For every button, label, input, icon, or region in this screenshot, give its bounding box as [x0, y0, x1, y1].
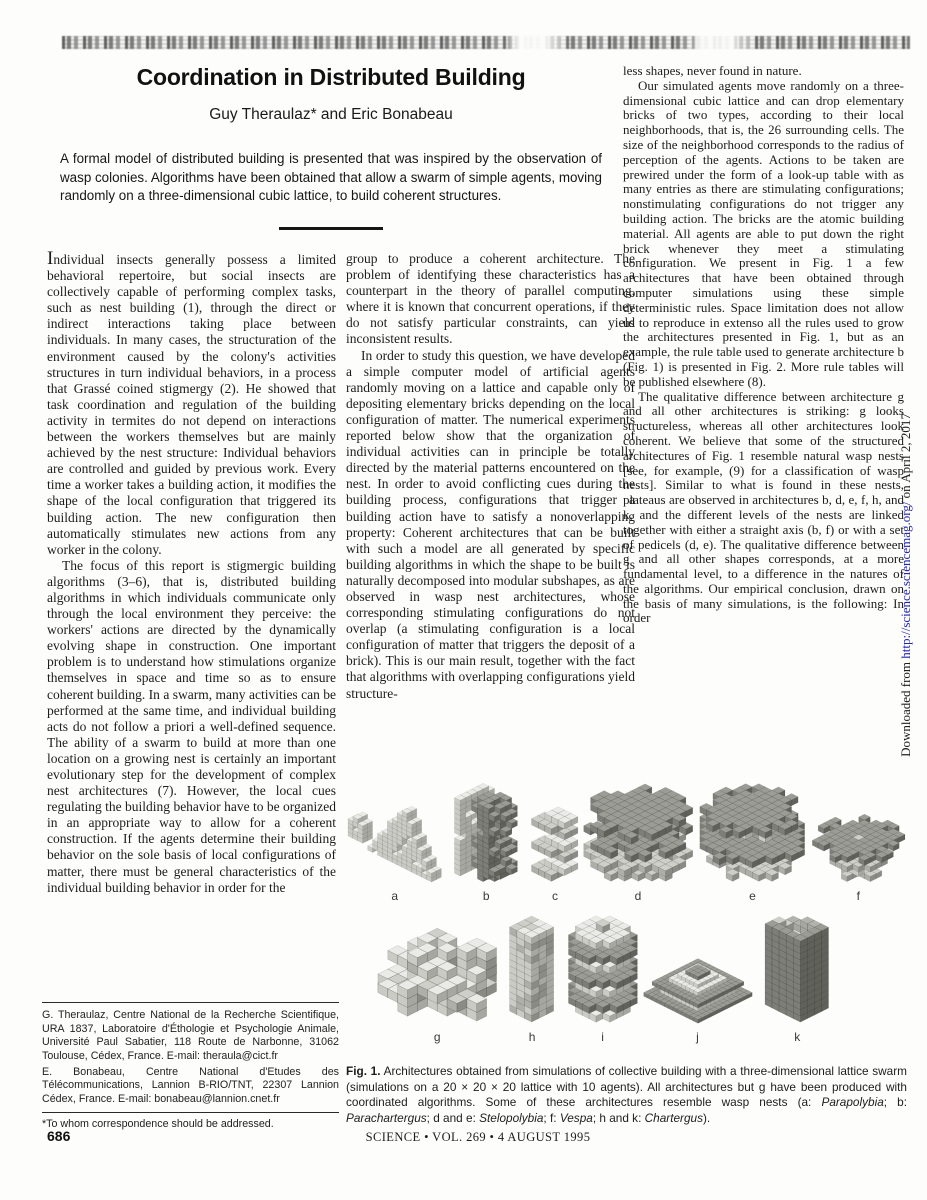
- text-column-1: [47, 248, 336, 896]
- figure-1-caption: Fig. 1. Architectures obtained from simulations of collective building with a three-dimensional lattice swarm (simulations on a 20 × 20 × 20 lattice with 10 agents). All architectures but g have been produced with coordinated algorithms. Some of these architectures resemble wasp nests (a: Parapolybia; b: Parachartergus; d and e: Stelopolybia; f: Vespa; h and k: Chartergus).: [346, 1064, 907, 1125]
- fig1-architecture-c: [529, 781, 581, 903]
- fig1-architecture-i: [564, 913, 642, 1044]
- fig1-structure-k-image: [753, 913, 841, 1025]
- sidebar-suffix: on April 2, 2017: [898, 413, 913, 502]
- paragraph: The focus of this report is stigmergic building algorithms (3–6), that is, distributed building algorithms in which individuals communicate only through the local environment they perceive: the workers' actions are directed by the dynamically evolving shape in construction. One important problem is to understand how stimulations organize themselves in space and time so as to ensure coherent building. In a swarm, many activities can be performed at the same time, and individual building acts do not follow a priori a well-defined sequence. The ability of a swarm to build at more than one location on a growing nest is certainly an important evolutionary step for the development of complex nest architectures (7). However, the local cues regulating the building behavior have to be organized in an appropriate way to allow for a coherent construction. If the agents determine their building behavior on the sole basis of local configurations of matter, there must be general characteristics of the individual building behavior in order for the: [47, 557, 336, 895]
- fig1-label-h: h: [528, 1030, 536, 1044]
- sidebar-prefix: Downloaded from: [898, 658, 913, 757]
- paragraph: Individual insects generally possess a limited behavioral repertoire, but social insects are collectively capable of performing complex tasks, such as nest building (1), through the direct or indirect interactions taking place between individuals. In many cases, the structuration of the environment caused by the colony's activities structures in turn individual behaviors, in a process that Grassé coined stigmergy (2). He showed that task coordination and regulation of the building activity in termites do not depend on interactions between the workers themselves but are mainly achieved by the nest structure: Individual behaviors are controlled and guided by previous work. Every time a worker takes a building action, it modifies the shape of the local configuration that triggered its building action. The new configuration then automatically stimulates new actions from any worker in the colony.: [47, 248, 336, 557]
- fig1-structure-e-image: [695, 781, 809, 884]
- fig1-label-e: e: [749, 889, 756, 903]
- correspondence-note: *To whom correspondence should be addressed.: [42, 1112, 339, 1132]
- sidebar-link[interactable]: http://science.sciencemag.org/: [898, 501, 913, 659]
- fig1-structure-a-image: [346, 781, 443, 884]
- fig1-architecture-j: [642, 913, 754, 1044]
- fig1-label-d: d: [634, 889, 642, 903]
- fig1-structure-c-image: [529, 781, 581, 884]
- paragraph: group to produce a coherent architecture. The problem of identifying these characteristics has a counterpart in the theory of parallel computing, where it is known that concurrent operations, if they do not satisfy particular constraints, can yield inconsistent results.: [346, 251, 635, 347]
- author-affiliations: [42, 1002, 339, 1134]
- figure-1-row-1: [346, 781, 907, 903]
- fig1-label-a: a: [391, 889, 398, 903]
- article-authors: Guy Theraulaz* and Eric Bonabeau: [209, 106, 453, 123]
- fig1-architecture-e: [695, 781, 809, 903]
- abstract-divider-rule: [279, 227, 383, 230]
- fig1-label-b: b: [482, 889, 490, 903]
- fig1-structure-d-image: [581, 781, 695, 884]
- fig1-structure-j-image: [642, 913, 754, 1025]
- fig1-structure-i-image: [564, 913, 642, 1025]
- fig1-label-f: f: [856, 889, 860, 903]
- page-number: 686: [47, 1128, 71, 1144]
- paragraph: less shapes, never found in nature.: [623, 63, 802, 78]
- fig1-label-k: k: [794, 1030, 801, 1044]
- download-sidebar: [898, 413, 914, 757]
- figure-1-row-2: [346, 913, 907, 1044]
- fig1-architecture-k: [753, 913, 841, 1044]
- fig1-label-i: i: [601, 1030, 604, 1044]
- fig1-architecture-a: [346, 781, 443, 903]
- fig1-architecture-g: [374, 913, 500, 1044]
- paragraph: The qualitative difference between architecture g and all other architectures is striking: g looks structureless, whereas all other architectures look coherent. We believe that some of the structured architectures of Fig. 1 resemble natural wasp nests [see, for example, (9) for a classification of wasp nests]. Similar to what is found in these nests, plateaus are observed in architectures b, d, e, f, h, and k, and the different levels of the nests are linked together with either a straight axis (b, f) or with a set of pedicels (d, e). The qualitative difference between g and all other shapes corresponds, at a more fundamental level, to a difference in the natures of the algorithms. Our empirical conclusion, drawn on the basis of many simulations, is the following: In order: [623, 388, 904, 626]
- article-abstract: A formal model of distributed building is presented that was inspired by the observation of wasp colonies. Algorithms have been obtained that allow a swarm of simple agents, moving randomly on a three-dimensional cubic lattice, to build coherent structures.: [60, 151, 602, 203]
- fig1-structure-f-image: [810, 781, 907, 884]
- fig1-label-j: j: [696, 1030, 699, 1044]
- figure-1: [346, 781, 907, 1044]
- journal-footer-line: SCIENCE • VOL. 269 • 4 AUGUST 1995: [365, 1130, 591, 1144]
- affiliation-bonabeau: E. Bonabeau, Centre National d'Etudes des Télécommunications, Lannion B-RIO/TNT, 22307 Lannion Cédex, France. E-mail: bonabeau@lannion.cnet.fr: [42, 1065, 339, 1106]
- paragraph: Our simulated agents move randomly on a three-dimensional cubic lattice and can drop elementary bricks of two types, according to their local neighborhoods, that is, the 26 surrounding cells. The size of the neighborhood corresponds to the radius of perception of the agents. Actions to be taken are prewired under the form of a look-up table with as many entries as there are stimulating configurations; nonstimulating configurations do not trigger any building action. The bricks are the atomic building material. All agents are able to put down the right brick whenever they meet a stimulating configuration. We present in Fig. 1 a few architectures that have been obtained through computer simulations using these simple deterministic rules. Space limitation does not allow us to reproduce in extenso all the rules used to grow the architectures presented in Fig. 1, but as an example, the rule table used to generate architecture b (Fig. 1) is presented in Fig. 2. More rule tables will be published elsewhere (8).: [623, 77, 904, 389]
- scan-artifact-band: [62, 36, 910, 49]
- text-column-3: [623, 64, 904, 626]
- fig1-label-g: g: [433, 1030, 441, 1044]
- fig1-architecture-h: [500, 913, 563, 1044]
- article-title: Coordination in Distributed Building: [136, 64, 526, 90]
- fig1-structure-b-image: [443, 781, 529, 884]
- fig1-architecture-b: [443, 781, 529, 903]
- text-column-2: [346, 251, 635, 702]
- paragraph: In order to study this question, we have developed a simple computer model of artificial agents randomly moving on a lattice and capable only of depositing elementary bricks depending on the local configuration of matter. The numerical experiments reported below show that the organization of individual activities can in principle be totally directed by the material patterns encountered on the nest. In order to avoid conflicting cues during the building process, configurations that trigger a building action have to satisfy a nonoverlapping property: Coherent architectures that can be built with such a model are all generated by specific building algorithms in which the shape to be built is naturally decomposed into modular subshapes, as are observed in wasp nest architectures, whose corresponding stimulating configurations do not overlap (a stimulating configuration is a local configuration of matter that triggers the deposit of a brick). This is our main result, together with the fact that algorithms with overlapping configurations yield structure-: [346, 347, 635, 701]
- fig1-architecture-f: [810, 781, 907, 903]
- fig1-architecture-d: [581, 781, 695, 903]
- fig1-label-c: c: [551, 889, 558, 903]
- article-header: [60, 64, 602, 230]
- fig1-structure-h-image: [500, 913, 563, 1025]
- affiliation-theraulaz: G. Theraulaz, Centre National de la Recherche Scientifique, URA 1837, Laboratoire d'Éthologie et Psychologie Animale, Université Paul Sabatier, 118 Route de Narbonne, 31062 Toulouse, Cédex, France. E-mail: theraula@cict.fr: [42, 1009, 339, 1063]
- fig1-structure-g-image: [374, 913, 500, 1025]
